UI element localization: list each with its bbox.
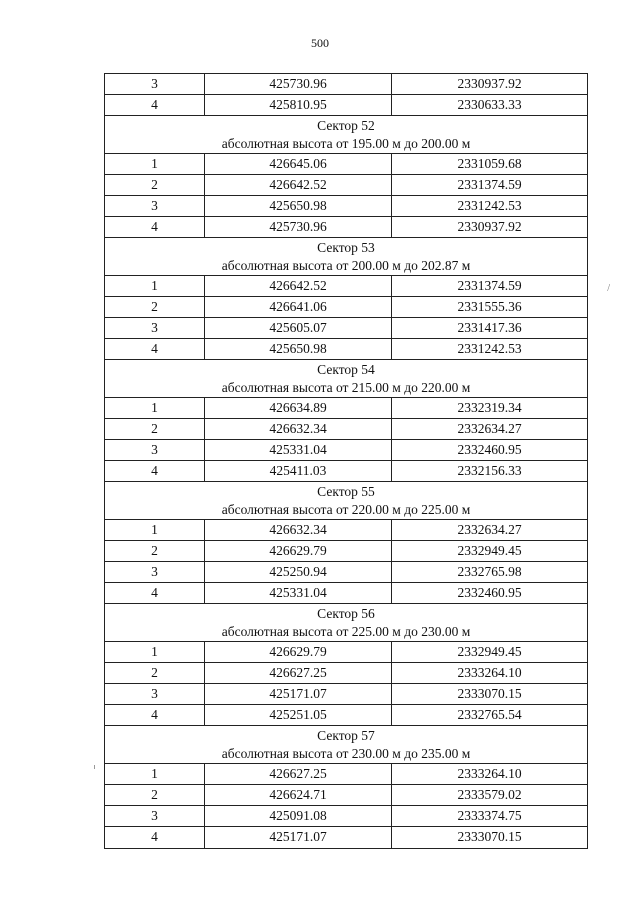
coordinates-table xyxy=(104,73,588,849)
y-coordinate-cell: 2333070.15 xyxy=(457,829,522,844)
x-coordinate-cell: 426629.79 xyxy=(205,642,392,662)
sector-header xyxy=(105,482,587,520)
y-coordinate-cell: 2331417.36 xyxy=(457,320,522,335)
x-coordinate-cell: 426627.25 xyxy=(205,663,392,683)
point-number-cell: 2 xyxy=(105,419,205,439)
point-number-cell: 1 xyxy=(105,276,205,296)
x-coordinate-cell: 425650.98 xyxy=(205,196,392,216)
sector-title: Сектор 56 xyxy=(317,606,375,621)
table-row xyxy=(105,175,587,196)
table-row xyxy=(105,827,587,848)
point-number-cell: 4 xyxy=(105,583,205,603)
sector-altitude-range: абсолютная высота от 215.00 м до 220.00 м xyxy=(221,380,471,395)
y-coordinate-cell: 2330937.92 xyxy=(457,76,522,91)
y-coordinate-cell: 2333374.75 xyxy=(457,808,522,823)
x-coordinate-cell: 425091.08 xyxy=(205,806,392,826)
sector-altitude-range: абсолютная высота от 195.00 м до 200.00 м xyxy=(221,136,471,151)
table-row xyxy=(105,440,587,461)
table-row xyxy=(105,276,587,297)
table-row xyxy=(105,806,587,827)
x-coordinate-cell: 426634.89 xyxy=(205,398,392,418)
point-number-cell: 4 xyxy=(105,827,205,848)
point-number-cell: 2 xyxy=(105,541,205,561)
x-coordinate-cell: 426632.34 xyxy=(205,419,392,439)
sector-title: Сектор 57 xyxy=(317,728,375,743)
point-number-cell: 1 xyxy=(105,764,205,784)
point-number-cell: 4 xyxy=(105,217,205,237)
sector-header xyxy=(105,360,587,398)
y-coordinate-cell: 2332460.95 xyxy=(457,442,522,457)
table-row xyxy=(105,318,587,339)
table-row xyxy=(105,764,587,785)
y-coordinate-cell: 2331555.36 xyxy=(457,299,522,314)
x-coordinate-cell: 426642.52 xyxy=(205,276,392,296)
sector-title: Сектор 53 xyxy=(317,240,375,255)
point-number-cell: 1 xyxy=(105,398,205,418)
table-row xyxy=(105,663,587,684)
point-number-cell: 3 xyxy=(105,440,205,460)
y-coordinate-cell: 2332319.34 xyxy=(457,400,522,415)
stray-mark: / xyxy=(607,283,610,294)
y-coordinate-cell: 2332460.95 xyxy=(457,585,522,600)
table-row xyxy=(105,398,587,419)
y-coordinate-cell: 2332765.98 xyxy=(457,564,522,579)
x-coordinate-cell: 426645.06 xyxy=(205,154,392,174)
sector-header xyxy=(105,116,587,154)
sector-altitude-range: абсолютная высота от 220.00 м до 225.00 м xyxy=(221,502,471,517)
point-number-cell: 4 xyxy=(105,95,205,115)
y-coordinate-cell: 2332634.27 xyxy=(457,522,522,537)
table-row xyxy=(105,684,587,705)
x-coordinate-cell: 425171.07 xyxy=(205,684,392,704)
sector-altitude-range: абсолютная высота от 200.00 м до 202.87 м xyxy=(221,258,471,273)
x-coordinate-cell: 425171.07 xyxy=(205,827,392,848)
x-coordinate-cell: 425331.04 xyxy=(205,583,392,603)
y-coordinate-cell: 2330937.92 xyxy=(457,219,522,234)
sector-altitude-range: абсолютная высота от 225.00 м до 230.00 м xyxy=(221,624,471,639)
sector-header xyxy=(105,604,587,642)
table-row xyxy=(105,785,587,806)
y-coordinate-cell: 2332156.33 xyxy=(457,463,522,478)
y-coordinate-cell: 2330633.33 xyxy=(457,97,522,112)
table-row xyxy=(105,154,587,175)
x-coordinate-cell: 425411.03 xyxy=(205,461,392,481)
table-row xyxy=(105,520,587,541)
table-row xyxy=(105,562,587,583)
page-number: 500 xyxy=(311,36,329,50)
x-coordinate-cell: 426624.71 xyxy=(205,785,392,805)
x-coordinate-cell: 425650.98 xyxy=(205,339,392,359)
y-coordinate-cell: 2333070.15 xyxy=(457,686,522,701)
x-coordinate-cell: 426629.79 xyxy=(205,541,392,561)
x-coordinate-cell: 426632.34 xyxy=(205,520,392,540)
table-row xyxy=(105,583,587,604)
x-coordinate-cell: 426642.52 xyxy=(205,175,392,195)
point-number-cell: 3 xyxy=(105,806,205,826)
sector-header xyxy=(105,238,587,276)
point-number-cell: 2 xyxy=(105,175,205,195)
point-number-cell: 3 xyxy=(105,74,205,94)
y-coordinate-cell: 2333264.10 xyxy=(457,665,522,680)
y-coordinate-cell: 2332949.45 xyxy=(457,644,522,659)
x-coordinate-cell: 425331.04 xyxy=(205,440,392,460)
x-coordinate-cell: 425250.94 xyxy=(205,562,392,582)
sector-header xyxy=(105,726,587,764)
table-row xyxy=(105,642,587,663)
table-row xyxy=(105,705,587,726)
y-coordinate-cell: 2332765.54 xyxy=(457,707,522,722)
table-row xyxy=(105,297,587,318)
y-coordinate-cell: 2331242.53 xyxy=(457,341,522,356)
x-coordinate-cell: 425251.05 xyxy=(205,705,392,725)
y-coordinate-cell: 2333579.02 xyxy=(457,787,522,802)
table-row xyxy=(105,419,587,440)
point-number-cell: 4 xyxy=(105,339,205,359)
point-number-cell: 4 xyxy=(105,705,205,725)
point-number-cell: 3 xyxy=(105,562,205,582)
table-row xyxy=(105,196,587,217)
y-coordinate-cell: 2331374.59 xyxy=(457,177,522,192)
sector-altitude-range: абсолютная высота от 230.00 м до 235.00 м xyxy=(221,746,471,761)
x-coordinate-cell: 425730.96 xyxy=(205,217,392,237)
x-coordinate-cell: 425730.96 xyxy=(205,74,392,94)
table-row xyxy=(105,541,587,562)
y-coordinate-cell: 2331374.59 xyxy=(457,278,522,293)
y-coordinate-cell: 2331242.53 xyxy=(457,198,522,213)
table-row xyxy=(105,461,587,482)
sector-title: Сектор 52 xyxy=(317,118,375,133)
point-number-cell: 1 xyxy=(105,520,205,540)
y-coordinate-cell: 2333264.10 xyxy=(457,766,522,781)
table-row xyxy=(105,74,587,95)
point-number-cell: 3 xyxy=(105,684,205,704)
point-number-cell: 2 xyxy=(105,297,205,317)
y-coordinate-cell: 2332949.45 xyxy=(457,543,522,558)
point-number-cell: 3 xyxy=(105,318,205,338)
point-number-cell: 2 xyxy=(105,785,205,805)
point-number-cell: 1 xyxy=(105,154,205,174)
table-row xyxy=(105,217,587,238)
x-coordinate-cell: 426641.06 xyxy=(205,297,392,317)
y-coordinate-cell: 2332634.27 xyxy=(457,421,522,436)
y-coordinate-cell: 2331059.68 xyxy=(457,156,522,171)
table-row xyxy=(105,95,587,116)
stray-dot xyxy=(94,765,95,769)
sector-title: Сектор 54 xyxy=(317,362,375,377)
x-coordinate-cell: 425605.07 xyxy=(205,318,392,338)
table-row xyxy=(105,339,587,360)
x-coordinate-cell: 425810.95 xyxy=(205,95,392,115)
point-number-cell: 4 xyxy=(105,461,205,481)
point-number-cell: 2 xyxy=(105,663,205,683)
point-number-cell: 3 xyxy=(105,196,205,216)
point-number-cell: 1 xyxy=(105,642,205,662)
sector-title: Сектор 55 xyxy=(317,484,375,499)
x-coordinate-cell: 426627.25 xyxy=(205,764,392,784)
